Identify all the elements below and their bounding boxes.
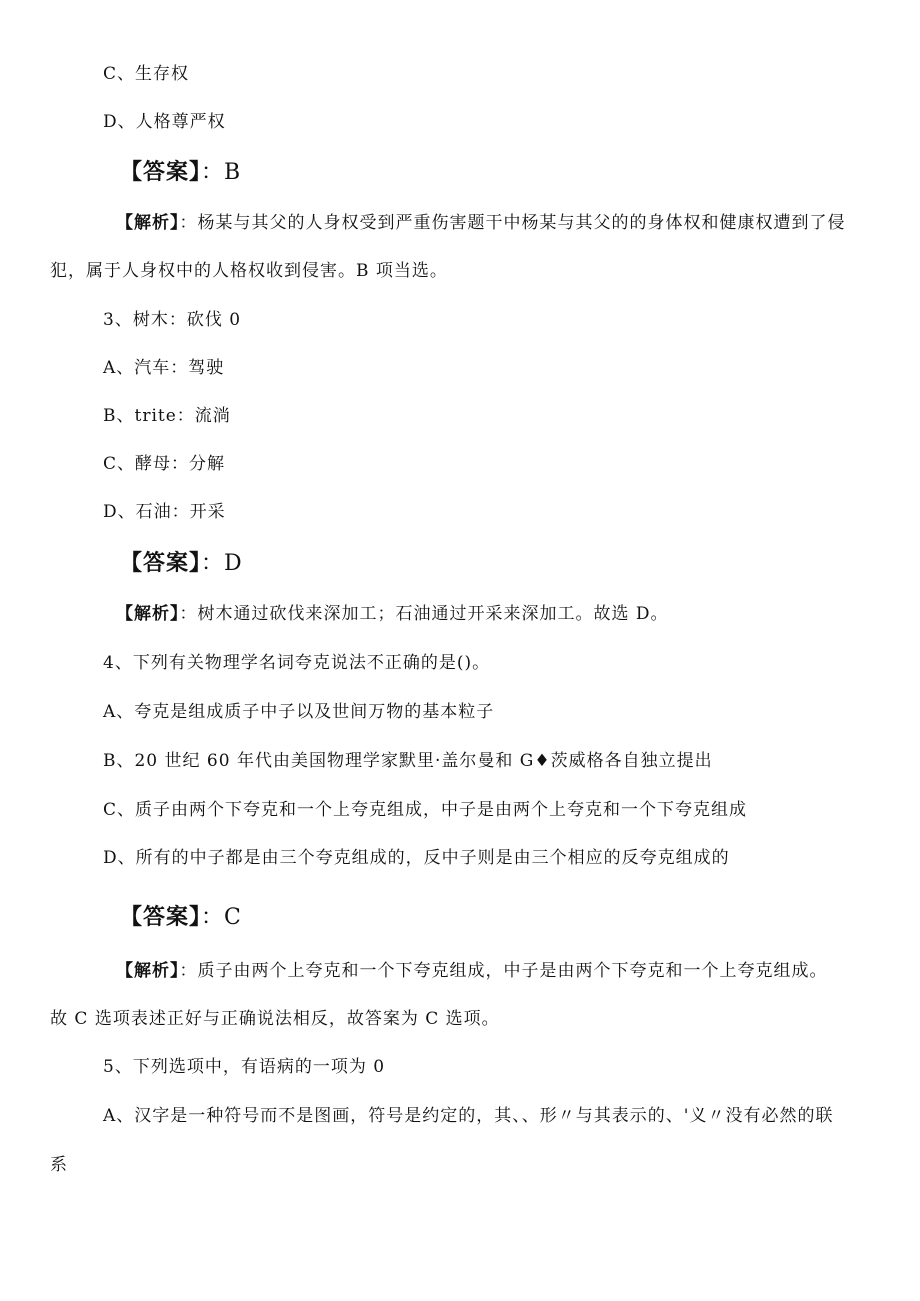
q4-stem: 4、下列有关物理学名词夸克说法不正确的是()。	[103, 653, 491, 673]
q2-option-d: D、人格尊严权	[103, 112, 226, 132]
analysis-label: 【解析】	[116, 961, 180, 981]
analysis-text: ：杨某与其父的人身权受到严重伤害题干中杨某与其父的的身体权和健康权遭到了侵	[179, 213, 846, 233]
q5-option-a-line-2: 系	[50, 1155, 68, 1175]
analysis-text: ：树木通过砍伐来深加工；石油通过开采来深加工。故选 D。	[179, 604, 669, 624]
q3-option-c: C、酵母：分解	[103, 454, 226, 474]
q3-answer	[120, 549, 243, 579]
q3-option-b: B、trite：流淌	[103, 406, 231, 426]
q4-analysis-line-2: 故 C 选项表述正好与正确说法相反，故答案为 C 选项。	[50, 1009, 500, 1029]
analysis-text: ：质子由两个上夸克和一个下夸克组成，中子是由两个下夸克和一个上夸克组成。	[179, 961, 828, 981]
q4-option-c: C、质子由两个下夸克和一个上夸克组成，中子是由两个上夸克和一个下夸克组成	[103, 800, 748, 820]
answer-value: ：B	[201, 160, 242, 185]
q4-option-a: A、夸克是组成质子中子以及世间万物的基本粒子	[103, 702, 495, 722]
q2-analysis-line-1	[116, 211, 846, 235]
q5-stem: 5、下列选项中，有语病的一项为 0	[103, 1057, 386, 1077]
answer-label: 【答案】	[120, 160, 202, 185]
analysis-label: 【解析】	[116, 604, 180, 624]
q3-option-a: A、汽车：驾驶	[103, 358, 225, 378]
answer-value: ：C	[201, 905, 242, 930]
analysis-label: 【解析】	[116, 213, 180, 233]
q2-analysis-line-2: 犯，属于人身权中的人格权收到侵害。B 项当选。	[50, 261, 448, 281]
answer-value: ：D	[201, 551, 243, 576]
q2-option-c: C、生存权	[103, 64, 190, 84]
answer-label: 【答案】	[120, 905, 202, 930]
q4-analysis-line-1	[116, 959, 828, 983]
q4-option-d: D、所有的中子都是由三个夸克组成的，反中子则是由三个相应的反夸克组成的	[103, 848, 730, 868]
q2-answer	[120, 158, 241, 188]
q4-option-b: B、20 世纪 60 年代由美国物理学家默里·盖尔曼和 G♦茨威格各自独立提出	[103, 751, 713, 771]
q5-option-a-line-1: A、汉字是一种符号而不是图画，符号是约定的，其、、形〃与其表示的、'义〃没有必然的联	[103, 1106, 834, 1126]
q3-option-d: D、石油：开采	[103, 502, 226, 522]
q3-stem: 3、树木：砍伐 0	[103, 310, 242, 330]
answer-label: 【答案】	[120, 551, 202, 576]
q4-answer	[120, 903, 242, 933]
q3-analysis-line-1	[116, 602, 669, 626]
